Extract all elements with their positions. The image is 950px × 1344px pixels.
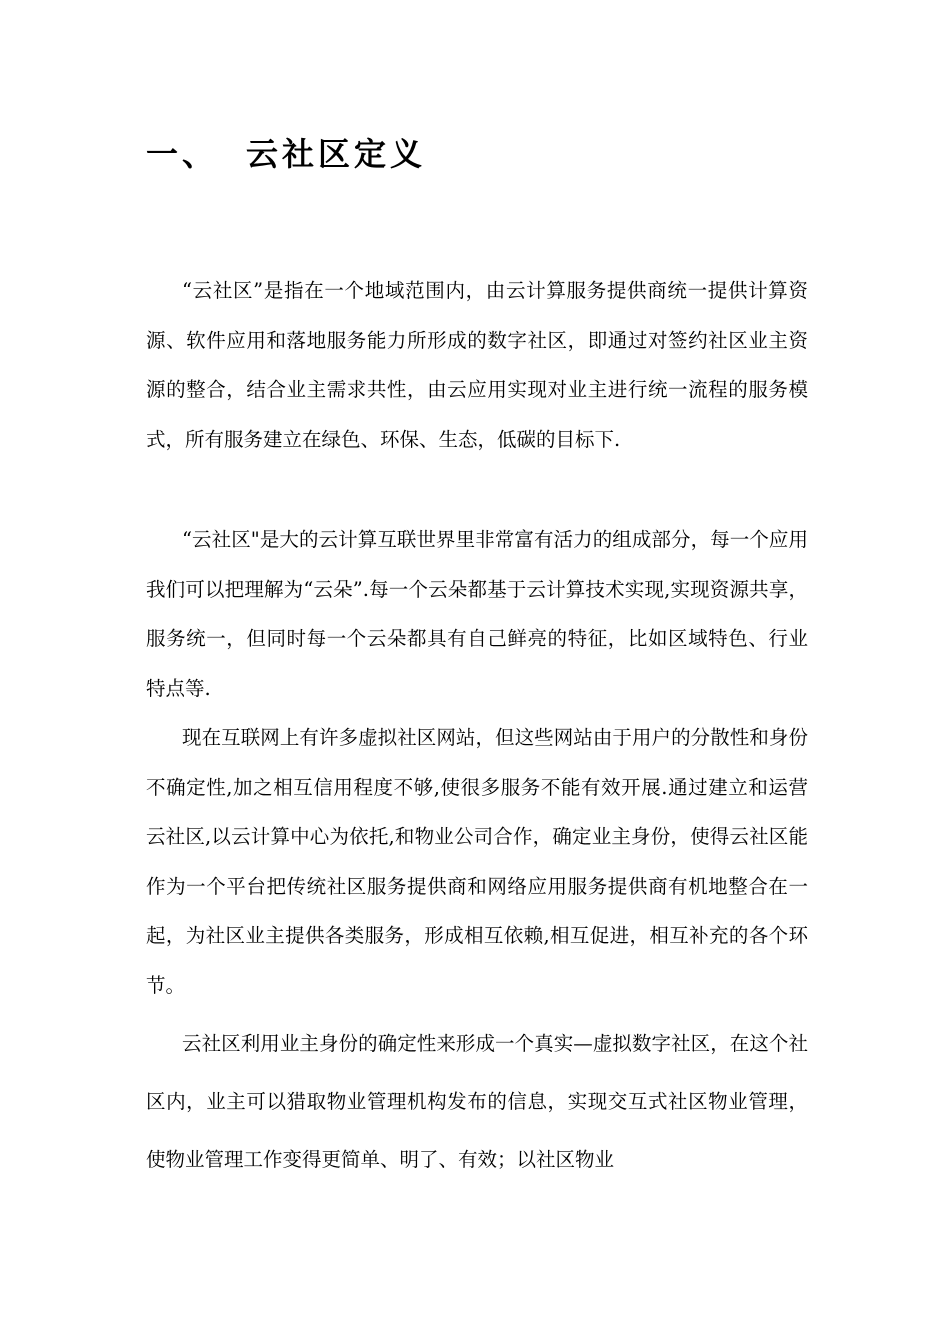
- paragraph-definition: “云社区”是指在一个地域范围内，由云计算服务提供商统一提供计算资源、软件应用和落地服务能力所形成的数字社区，即通过对签约社区业主资源的整合，结合业主需求共性，由云应用实现对业主进行统一流程的服务模式，所有服务建立在绿色、环保、生态，低碳的目标下.: [146, 279, 808, 451]
- paragraph-virtual-community: 现在互联网上有许多虚拟社区网站，但这些网站由于用户的分散性和身份不确定性,加之相互信用程度不够,使很多服务不能有效开展.通过建立和运营云社区,以云计算中心为依托,和物业公司合作，确定业主身份，使得云社区能作为一个平台把传统社区服务提供商和网络应用服务提供商有机地整合在一起，为社区业主提供各类服务，形成相互依赖,相互促进，相互补充的各个环节。: [146, 726, 808, 997]
- section-number: 一、: [146, 135, 219, 173]
- section-heading: [146, 128, 426, 176]
- paragraph-identity: 云社区利用业主身份的确定性来形成一个真实—虚拟数字社区，在这个社区内，业主可以猎取物业管理机构发布的信息，实现交互式社区物业管理，使物业管理工作变得更简单、明了、有效；以社区物业: [146, 1032, 808, 1171]
- paragraph-cloud-world: “云社区"是大的云计算互联世界里非常富有活力的组成部分，每一个应用我们可以把理解为“云朵”.每一个云朵都基于云计算技术实现,实现资源共享，服务统一，但同时每一个云朵都具有自己鲜亮的特征，比如区域特色、行业特点等.: [146, 528, 808, 700]
- section-title: 云社区定义: [246, 135, 427, 173]
